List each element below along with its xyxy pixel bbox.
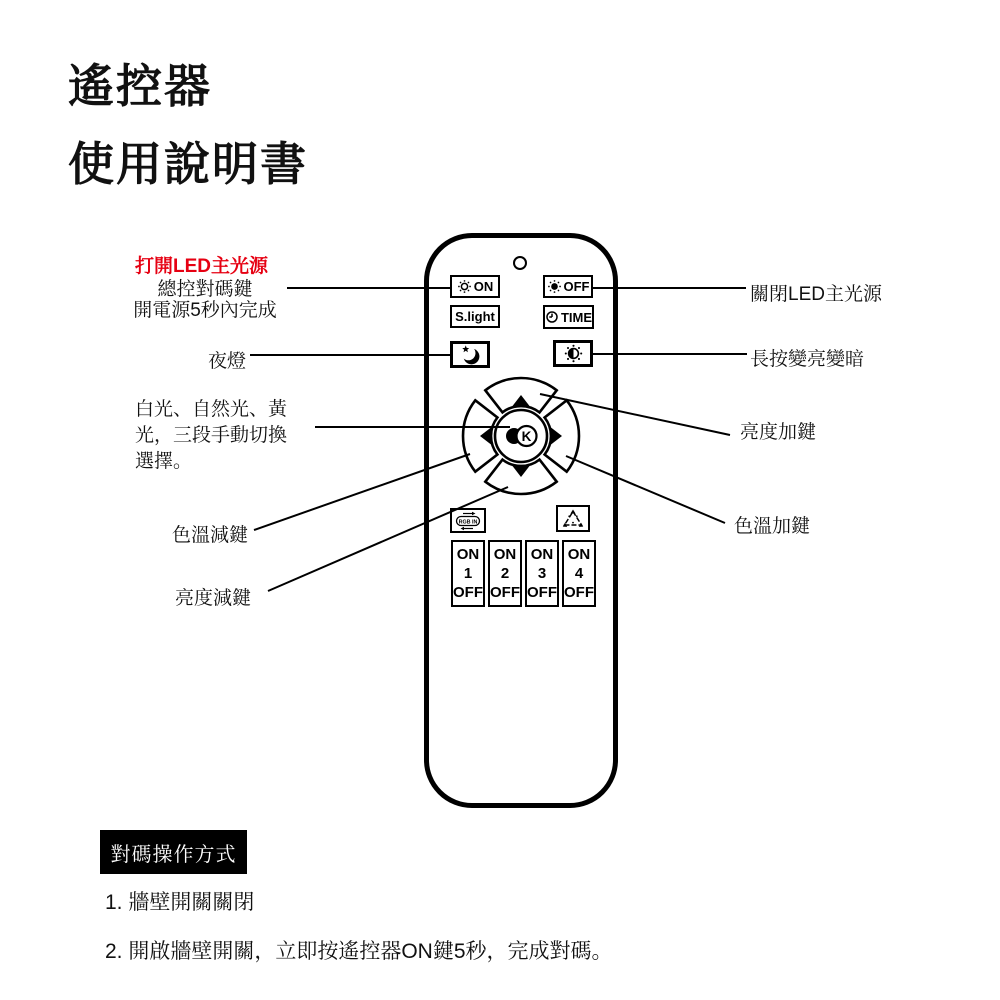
led-on-button[interactable] [450, 275, 500, 298]
callout-open-led: 打開LED主光源 [135, 256, 269, 277]
callout-night-light: 夜燈 [207, 351, 246, 372]
callout-master-code [126, 279, 284, 321]
channel-off-label: OFF [527, 584, 557, 601]
sun-outline-icon [457, 279, 472, 294]
callout-cct-minus: 色溫減鍵 [172, 525, 249, 546]
channel-on-label: ON [456, 546, 480, 563]
channel-number: 4 [574, 565, 584, 582]
callout-white-mode [135, 397, 311, 475]
time-button[interactable] [543, 305, 594, 329]
callout-cct-plus: 色溫加鍵 [734, 516, 811, 537]
channel-number: 2 [500, 565, 510, 582]
led-off-button-label: OFF [563, 279, 590, 294]
night-light-button[interactable] [450, 341, 490, 368]
channel-2-button[interactable] [488, 540, 522, 607]
rgb-cycle-triangle-button[interactable] [556, 505, 590, 532]
dpad [461, 376, 581, 496]
pairing-step-2: 2. 開啟牆壁開關，立即按遙控器ON鍵5秒，完成對碼。 [105, 940, 613, 963]
channel-off-label: OFF [564, 584, 594, 601]
sun-filled-icon [547, 279, 562, 294]
channel-on-label: ON [493, 546, 517, 563]
dpad-center-label: K [521, 428, 532, 444]
led-off-button[interactable] [543, 275, 593, 298]
ir-led-indicator [513, 256, 527, 270]
callout-white-mode-line3: 選擇。 [135, 451, 193, 472]
callout-master-code-line2: 開電源5秒內完成 [133, 300, 277, 321]
channel-3-button[interactable] [525, 540, 559, 607]
moon-star-icon [458, 344, 483, 366]
slight-button-label: S.light [455, 309, 495, 324]
pairing-heading-badge: 對碼操作方式 [100, 830, 247, 874]
recycle-triangle-icon [560, 508, 586, 529]
callout-white-mode-line1: 白光、自然光、黃 [135, 399, 288, 420]
clock-icon [545, 310, 559, 324]
time-button-label: TIME [560, 309, 593, 325]
channel-off-label: OFF [453, 584, 483, 601]
callout-close-led: 關閉LED主光源 [750, 284, 882, 305]
dpad-center-k-button[interactable] [495, 410, 547, 462]
pairing-step-1: 1. 牆壁開關關閉 [105, 891, 255, 914]
channel-number: 3 [537, 565, 547, 582]
channel-1-button[interactable] [451, 540, 485, 607]
callout-long-press-dim: 長按變亮變暗 [750, 349, 865, 370]
page-title-line2: 使用說明書 [68, 138, 308, 190]
rgb-in-cycle-icon [452, 510, 484, 532]
dim-half-sun-icon-button[interactable] [553, 340, 593, 367]
rgb-in-label: RGB IN [458, 519, 478, 526]
half-sun-icon [563, 343, 584, 364]
led-on-button-label: ON [473, 279, 494, 294]
rgb-in-button[interactable] [450, 508, 486, 533]
callout-white-mode-line2: 光，三段手動切換 [135, 425, 288, 446]
channel-on-label: ON [567, 546, 591, 563]
channel-on-label: ON [530, 546, 554, 563]
callout-master-code-line1: 總控對碼鍵 [157, 279, 253, 300]
slight-button[interactable] [450, 305, 500, 328]
channel-off-label: OFF [490, 584, 520, 601]
callout-brightness-minus: 亮度減鍵 [175, 588, 252, 609]
callout-brightness-plus: 亮度加鍵 [740, 422, 817, 443]
page-title-line1: 遙控器 [68, 60, 212, 112]
channel-number: 1 [463, 565, 473, 582]
channel-4-button[interactable] [562, 540, 596, 607]
